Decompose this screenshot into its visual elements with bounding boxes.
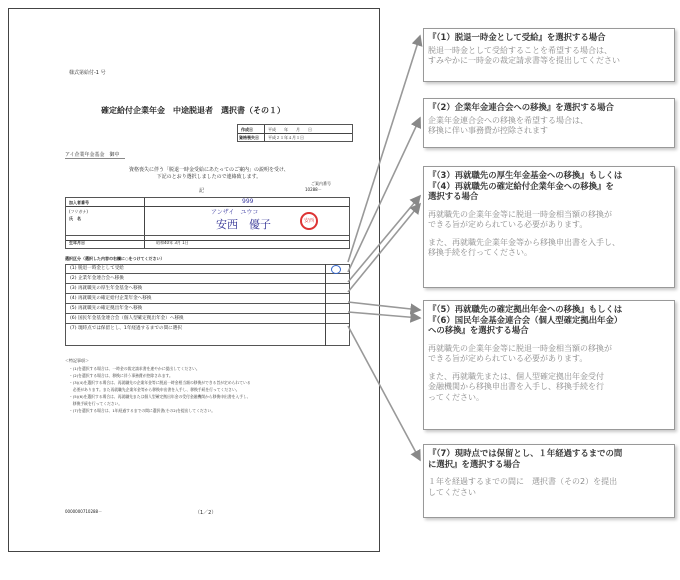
- callout-body: 再就職先の企業年金等に脱退一時金相当額の移換が できる旨が定められている必要があります。: [428, 343, 612, 363]
- option-7[interactable]: (7) 現時点では保留とし、1年経過するまでの間に選択: [65, 324, 350, 346]
- note-item: ・(1)を選択する場合は、一時金の裁定請求書を速やかに提出してください。: [69, 366, 200, 371]
- birth-label: 生年月日: [69, 240, 85, 245]
- callout-body: 再就職先の企業年金等に脱退一時金相当額の移換が できる旨が定められている必要があります。: [428, 209, 612, 229]
- form-title: 確定給付企業年金 中途脱退者 選択書（その１）: [101, 106, 285, 115]
- callout-body-2: また、再就職先企業年金等から移換申出書を入手し、 移換手続を行ってください。: [428, 237, 620, 257]
- notes-heading: ＜特記事項＞: [65, 358, 89, 363]
- callout-heading: 『（1）脱退一時金として受給』を選択する場合: [428, 32, 606, 42]
- loss-date-value: 平成２１年４月１日: [268, 135, 304, 140]
- note-item: ・(2)を選択する場合は、移換に伴う事務費が控除されます。: [69, 373, 173, 378]
- callout-body: 企業年金連合会への移換を希望する場合は、 移換に伴い事務費が控除されます: [428, 115, 588, 135]
- callout-option-7: [423, 444, 675, 518]
- note-item: 移換手続を行ってください。: [69, 401, 123, 406]
- arrow-option-6: [348, 312, 420, 318]
- option-2[interactable]: (2) 企業年金連合会へ移換: [65, 274, 350, 284]
- ki-label: 記: [199, 188, 205, 194]
- addressee: アイ企業年金基金 御中: [65, 152, 120, 158]
- created-date-label: 作成日: [241, 127, 253, 132]
- option-5[interactable]: (5) 再就職先の確定拠出年金へ移換: [65, 304, 350, 314]
- callout-heading: 『（5）再就職先の確定拠出年金への移換』もしくは 『（6）国民年金基金連合会（個人型確定拠出年金） への移換』を選択する場合: [428, 304, 623, 335]
- form-number: 様式第給付-1 号: [69, 70, 106, 76]
- note-item: 必要があります。また再就職先企業年金等から移換申出書を入手し、移換手続を行ってください。: [69, 387, 240, 392]
- callout-option-5-6: [423, 300, 675, 430]
- callout-body: １年を経過するまでの間に 選択書（その2）を提出 してください: [428, 477, 618, 497]
- birth-value: 昭和40年 3月 1日: [156, 240, 189, 245]
- furigana-value: アンザイ ユウコ: [211, 209, 259, 216]
- note-item: ・(7)を選択する場合は、1年経過するまでの間に選択書(その2)を提出してください。: [69, 408, 216, 413]
- furigana-label: (フリガナ): [69, 209, 88, 214]
- callout-heading: 『（7）現時点では保留とし、１年経過するまでの間 に選択』を選択する場合: [428, 448, 623, 469]
- page-number: （1／2）: [195, 510, 217, 516]
- callout-body: 脱退一時金として受給することを希望する場合は、 すみやかに一時金の裁定請求書等を提出してください: [428, 45, 620, 65]
- arrow-option-5: [348, 302, 420, 310]
- arrow-option-1: [348, 36, 420, 262]
- note-item: ・(3)(4)を選択する場合は、再就職先の企業年金等に脱退一時金相当額の移換ができる旨が定められている: [69, 380, 251, 385]
- name-value: 安西 優子: [216, 218, 271, 231]
- callout-heading: 『（3）再就職先の厚生年金基金への移換』もしくは 『（4）再就職先の確定給付企業年金への移換』を 選択する場合: [428, 170, 623, 201]
- option-6[interactable]: (6) 国民年金基金連合会（個人型確定拠出年金）へ移換: [65, 314, 350, 324]
- notice-no-value: 10288－: [305, 187, 322, 192]
- callout-body-2: また、再就職先または、個人型確定拠出年金受付 金融機関から移換申出書を入手し、移換手続を行 ってください。: [428, 371, 604, 402]
- member-no-value: 999: [242, 198, 254, 205]
- option-1[interactable]: (1) 脱退一時金として受給: [65, 264, 350, 274]
- callout-option-1: [423, 28, 675, 82]
- name-label: 氏 名: [69, 216, 81, 221]
- arrow-option-3: [348, 196, 420, 282]
- notice-no-label: ご案内番号: [311, 181, 331, 186]
- selection-heading: 選択区分（選択した内容の右欄に○をつけてください）: [65, 256, 165, 261]
- callout-option-3-4: [423, 166, 675, 288]
- callout-option-2: [423, 98, 675, 148]
- member-no-label: 加入者番号: [69, 200, 89, 205]
- loss-date-label: 資格喪失日: [239, 135, 259, 140]
- footer-code: 0000000710288－: [65, 509, 103, 514]
- callout-heading: 『（2）企業年金連合会への移換』を選択する場合: [428, 102, 614, 112]
- intro-text: 資格喪失に伴う「脱退一時金受給にあたってのご案内」の説明を受け、 下記のとおり選択しましたので連絡致します。: [129, 167, 289, 180]
- note-item: ・(5)(6)を選択する場合は、再就職先または個人型確定拠出年金の受付金融機関から移換申出書を入手し、: [69, 394, 251, 399]
- arrow-option-7: [348, 326, 420, 460]
- seal-stamp: 安西: [300, 212, 318, 230]
- option-4[interactable]: (4) 再就職先の確定給付企業年金へ移換: [65, 294, 350, 304]
- created-date-value: 平成 年 月 日: [268, 127, 312, 132]
- option-3[interactable]: (3) 再就職先の厚生年金基金へ移換: [65, 284, 350, 294]
